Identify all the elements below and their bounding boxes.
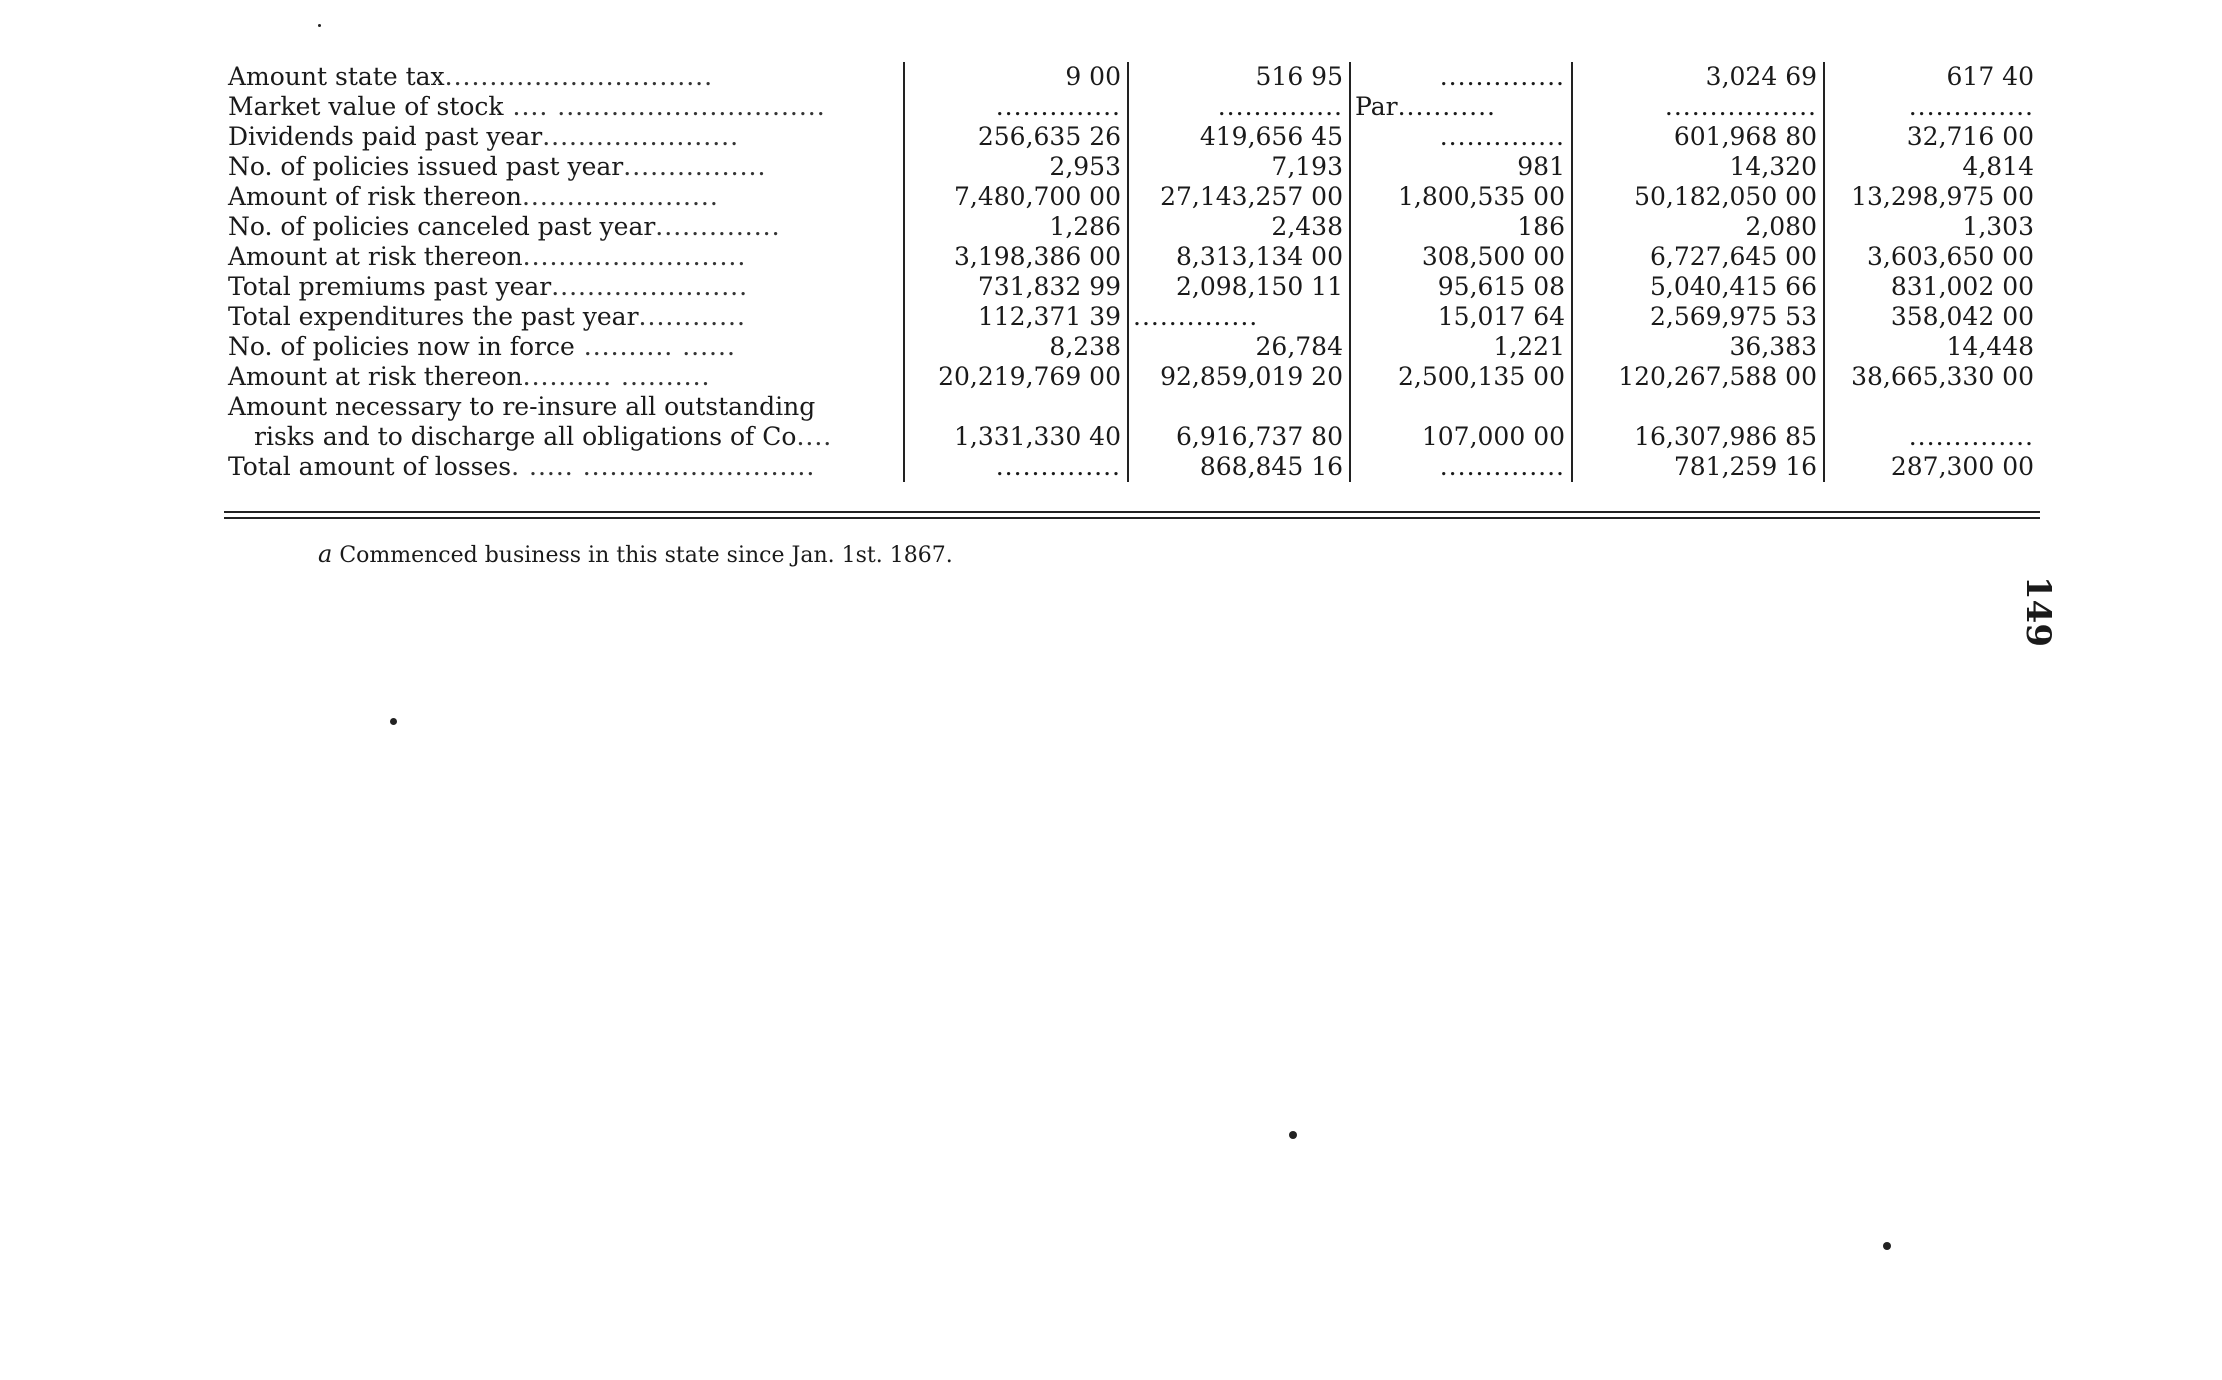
row-label: Amount at risk thereon......................... — [228, 242, 747, 271]
table-cell: 256,635 26 — [904, 122, 1128, 152]
table-cell: 14,448 — [1824, 332, 2040, 362]
table-row — [224, 122, 2040, 152]
footnote — [318, 540, 953, 568]
table-row — [224, 152, 2040, 182]
table-row — [224, 302, 2040, 332]
row-label: Amount at risk thereon.......... .......... — [228, 362, 711, 391]
table-row — [224, 242, 2040, 272]
table-cell: 1,303 — [1824, 212, 2040, 242]
row-label: Amount of risk thereon...................... — [228, 182, 719, 211]
statistics-table — [224, 62, 2040, 482]
table-row — [224, 182, 2040, 212]
table-cell: 20,219,769 00 — [904, 362, 1128, 392]
table-cell: 26,784 — [1128, 332, 1350, 362]
table-cell — [1128, 392, 1350, 422]
row-label-continued: risks and to discharge all obligations of Co.... — [254, 422, 833, 451]
table-cell: 419,656 45 — [1128, 122, 1350, 152]
table-cell: 2,098,150 11 — [1128, 272, 1350, 302]
table-cell: 7,193 — [1128, 152, 1350, 182]
table-row — [224, 212, 2040, 242]
footnote-text: Commenced business in this state since Jan. 1st. 1867. — [339, 543, 953, 568]
table-cell: 831,002 00 — [1824, 272, 2040, 302]
table-cell: 5,040,415 66 — [1572, 272, 1824, 302]
table-cell: 32,716 00 — [1824, 122, 2040, 152]
table-cell: .............. — [1824, 422, 2040, 452]
table-cell: 2,500,135 00 — [1350, 362, 1572, 392]
table-cell: 27,143,257 00 — [1128, 182, 1350, 212]
table-row — [224, 422, 2040, 452]
table-cell: .............. — [1350, 122, 1572, 152]
table-cell: 107,000 00 — [1350, 422, 1572, 452]
table-cell: 13,298,975 00 — [1824, 182, 2040, 212]
table-cell: 358,042 00 — [1824, 302, 2040, 332]
table-cell: 516 95 — [1128, 62, 1350, 92]
table-bottom-rule-double — [224, 517, 2040, 519]
table-row — [224, 362, 2040, 392]
table-cell: 2,953 — [904, 152, 1128, 182]
row-label: Total amount of losses. ..... .......................... — [228, 452, 816, 481]
table-cell: 95,615 08 — [1350, 272, 1572, 302]
row-label: No. of policies canceled past year.............. — [228, 212, 781, 241]
table-row — [224, 272, 2040, 302]
table-row — [224, 332, 2040, 362]
table-cell: 7,480,700 00 — [904, 182, 1128, 212]
table-cell: 1,286 — [904, 212, 1128, 242]
row-label: No. of policies now in force .......... ...... — [228, 332, 736, 361]
table-cell: 781,259 16 — [1572, 452, 1824, 482]
table-cell: 14,320 — [1572, 152, 1824, 182]
table-cell: 868,845 16 — [1128, 452, 1350, 482]
table-cell: 731,832 99 — [904, 272, 1128, 302]
table-cell: 2,438 — [1128, 212, 1350, 242]
table-cell: 4,814 — [1824, 152, 2040, 182]
table-cell: 3,198,386 00 — [904, 242, 1128, 272]
table-bottom-rule — [224, 511, 2040, 513]
table-cell: 2,080 — [1572, 212, 1824, 242]
print-speck — [318, 24, 321, 27]
table-cell: .............. — [1824, 92, 2040, 122]
row-label: Dividends paid past year...................... — [228, 122, 740, 151]
print-speck — [390, 718, 397, 725]
table-cell: 8,238 — [904, 332, 1128, 362]
table-cell: 1,800,535 00 — [1350, 182, 1572, 212]
table-cell: .............. — [1350, 452, 1572, 482]
statistics-table-wrapper — [224, 62, 2040, 482]
row-label: Total premiums past year...................... — [228, 272, 749, 301]
table-cell: 3,603,650 00 — [1824, 242, 2040, 272]
table-cell: 112,371 39 — [904, 302, 1128, 332]
table-cell: 601,968 80 — [1572, 122, 1824, 152]
row-label: Total expenditures the past year............ — [228, 302, 746, 331]
page-number: 149 — [2018, 576, 2058, 647]
table-row — [224, 62, 2040, 92]
table-cell: 287,300 00 — [1824, 452, 2040, 482]
table-cell: 9 00 — [904, 62, 1128, 92]
table-cell: 617 40 — [1824, 62, 2040, 92]
table-row — [224, 92, 2040, 122]
table-cell: 120,267,588 00 — [1572, 362, 1824, 392]
table-cell: 6,916,737 80 — [1128, 422, 1350, 452]
print-speck — [1289, 1131, 1297, 1139]
table-cell: 6,727,645 00 — [1572, 242, 1824, 272]
row-label: Amount state tax.............................. — [228, 62, 714, 91]
table-cell: .............. — [904, 92, 1128, 122]
table-cell: 16,307,986 85 — [1572, 422, 1824, 452]
footnote-mark: a — [318, 540, 333, 568]
table-cell: 981 — [1350, 152, 1572, 182]
table-cell — [1572, 392, 1824, 422]
table-cell — [1824, 392, 2040, 422]
row-label: No. of policies issued past year................ — [228, 152, 767, 181]
table-cell: .............. — [1128, 302, 1350, 332]
table-cell: Par........... — [1350, 92, 1572, 122]
table-cell: 2,569,975 53 — [1572, 302, 1824, 332]
table-cell: 50,182,050 00 — [1572, 182, 1824, 212]
table-cell: 3,024 69 — [1572, 62, 1824, 92]
table-cell: .............. — [1128, 92, 1350, 122]
table-cell: .............. — [904, 452, 1128, 482]
table-cell: 15,017 64 — [1350, 302, 1572, 332]
table-row — [224, 392, 2040, 422]
table-cell: 36,383 — [1572, 332, 1824, 362]
table-cell — [904, 392, 1128, 422]
table-cell: 92,859,019 20 — [1128, 362, 1350, 392]
table-cell: 186 — [1350, 212, 1572, 242]
table-cell: .............. — [1350, 62, 1572, 92]
table-cell: ................. — [1572, 92, 1824, 122]
table-cell: 8,313,134 00 — [1128, 242, 1350, 272]
table-cell: 308,500 00 — [1350, 242, 1572, 272]
row-label: Market value of stock .... .............................. — [228, 92, 826, 121]
row-label: Amount necessary to re-insure all outstanding — [228, 392, 816, 421]
table-cell: 38,665,330 00 — [1824, 362, 2040, 392]
table-cell — [1350, 392, 1572, 422]
table-cell: 1,331,330 40 — [904, 422, 1128, 452]
table-row — [224, 452, 2040, 482]
print-speck — [1883, 1242, 1891, 1250]
table-cell: 1,221 — [1350, 332, 1572, 362]
